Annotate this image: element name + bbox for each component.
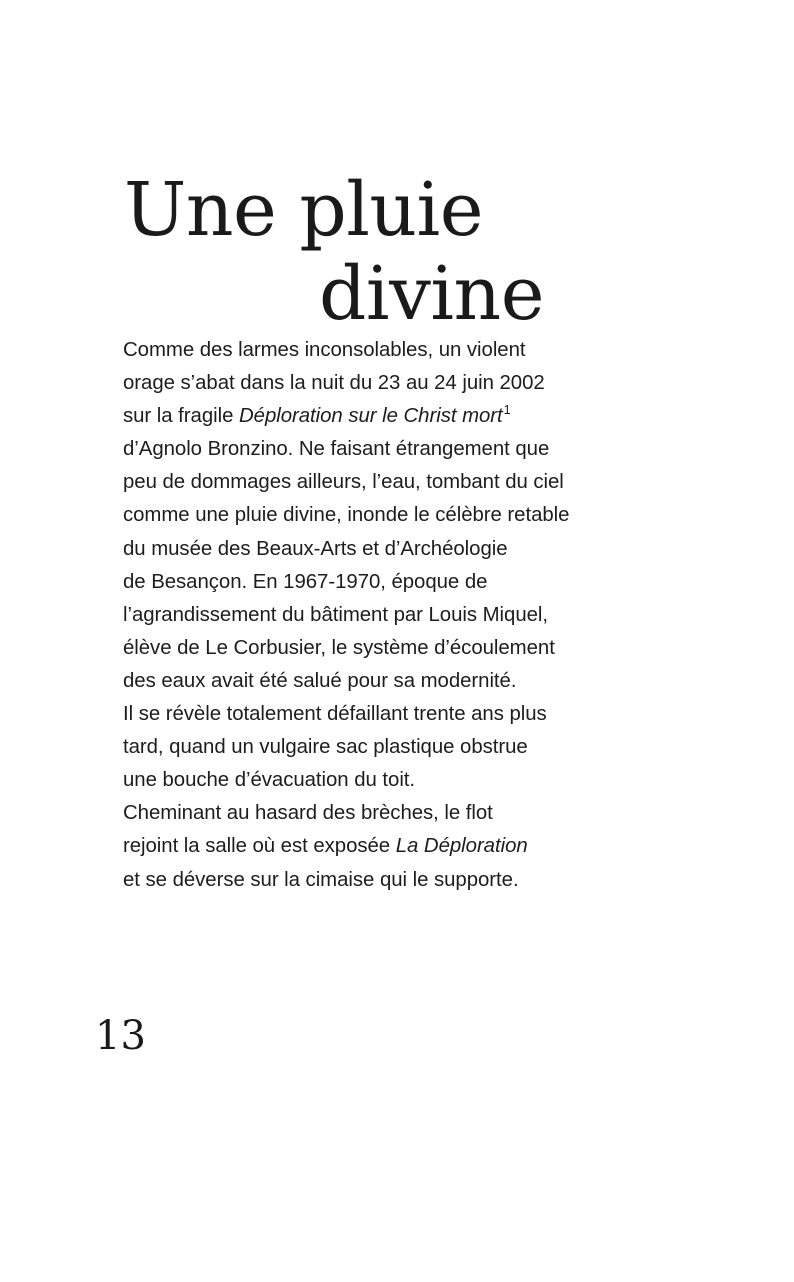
text-run: du musée des Beaux-Arts et d’Archéologie — [123, 537, 508, 560]
text-line — [123, 764, 698, 797]
text-run: rejoint la salle où est exposée — [123, 835, 396, 858]
text-line — [123, 864, 698, 897]
text-run: Cheminant au hasard des brèches, le flot — [123, 802, 493, 825]
text-run: une bouche d’évacuation du toit. — [123, 769, 416, 792]
text-run: l’agrandissement du bâtiment par Louis Miquel, — [123, 603, 549, 626]
text-run: sur la fragile — [123, 405, 239, 428]
paragraph — [123, 334, 698, 897]
text-line — [123, 466, 698, 499]
body-text-column — [123, 334, 698, 897]
text-run: et se déverse sur la cimaise qui le supporte. — [123, 868, 519, 891]
text-run: Il se révèle totalement défaillant trente ans plus — [123, 703, 547, 726]
text-run: peu de dommages ailleurs, l’eau, tombant du ciel — [123, 471, 564, 494]
artwork-title-italic: La Déploration — [395, 835, 528, 858]
text-run: élève de Le Corbusier, le système d’écoulement — [123, 636, 555, 659]
text-run: comme une pluie divine, inonde le célèbre retable — [123, 504, 570, 527]
chapter-title-line-1: Une pluie — [124, 166, 483, 253]
text-line — [123, 499, 698, 532]
text-line — [123, 566, 698, 599]
text-run: orage s’abat dans la nuit du 23 au 24 juin 2002 — [123, 372, 545, 395]
text-line — [123, 797, 698, 830]
chapter-title-line-2: divine — [319, 250, 544, 337]
text-line — [123, 632, 698, 665]
text-run: de Besançon. En 1967-1970, époque de — [123, 570, 488, 593]
page-title — [124, 168, 544, 336]
text-line — [123, 665, 698, 698]
text-run: Comme des larmes inconsolables, un violent — [123, 339, 526, 361]
text-run: des eaux avait été salué pour sa modernité. — [123, 669, 517, 692]
text-line — [123, 533, 698, 566]
text-line — [123, 367, 698, 400]
text-line — [123, 433, 698, 466]
text-line — [123, 698, 698, 731]
text-line — [123, 731, 698, 764]
text-line — [123, 830, 698, 863]
text-line — [123, 400, 698, 433]
text-run: tard, quand un vulgaire sac plastique obstrue — [123, 736, 528, 759]
artwork-title-italic: Déploration sur le Christ mort — [238, 405, 503, 428]
text-run: d’Agnolo Bronzino. Ne faisant étrangement que — [123, 438, 550, 461]
footnote-reference: 1 — [503, 403, 511, 418]
page-number: 13 — [95, 1013, 146, 1059]
text-line — [123, 599, 698, 632]
text-line — [123, 334, 698, 367]
